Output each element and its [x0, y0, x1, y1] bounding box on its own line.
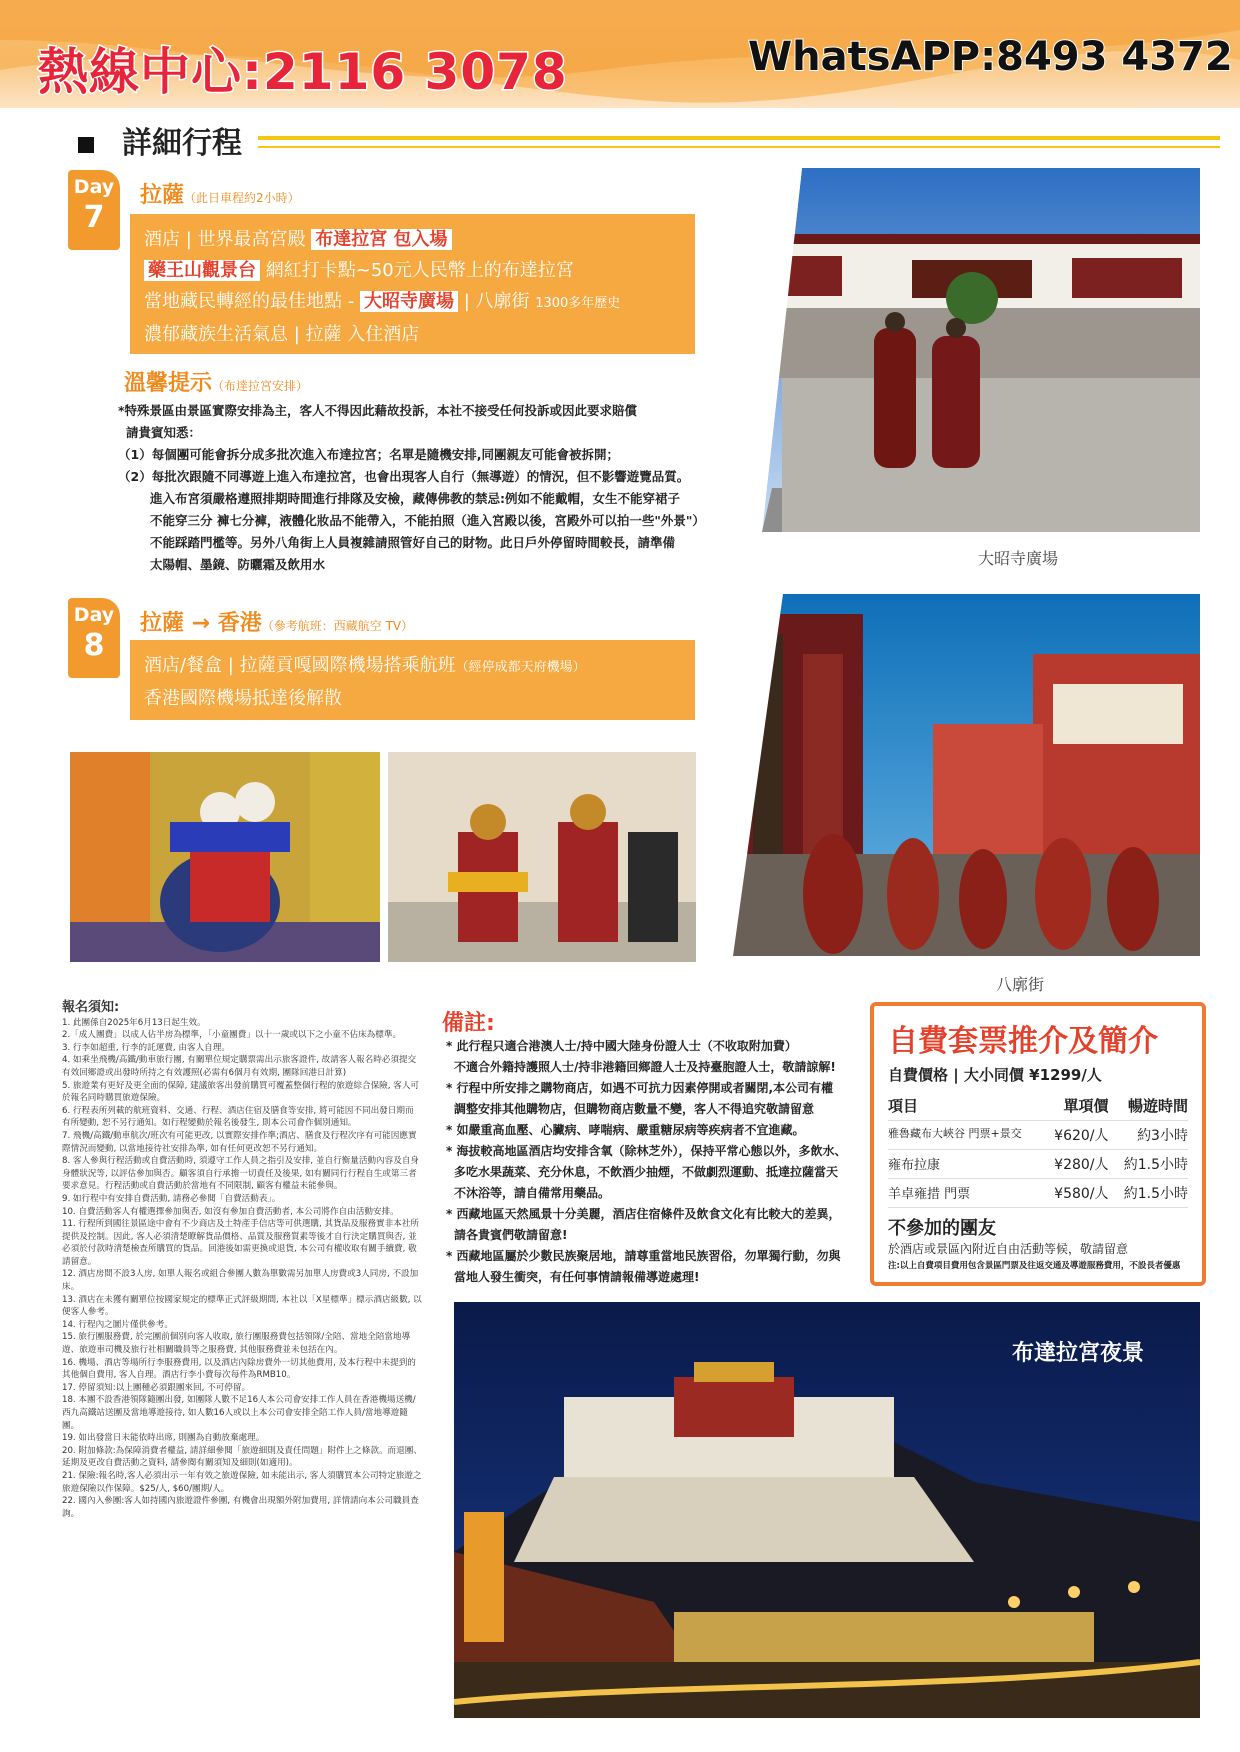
section-title-text: 詳細行程: [122, 126, 242, 161]
day8-line1-text: 酒店/餐盒 | 拉薩貢嘎國際機場搭乘航班: [144, 655, 456, 676]
day8-line1: [144, 650, 681, 683]
day7-line3-note: 1300多年歷史: [535, 296, 621, 311]
section-divider: [258, 136, 1220, 140]
note-item: 7. 飛機/高鐵/動車航次/班次有可能更改, 以實際安排作準;酒店、膳食及行程次序有可能因應實際情況而變動, 以當地接待社安排為準, 如有任何更改恕不另行通知。: [62, 1130, 417, 1154]
note-item: 1. 此團係自2025年6月13日起生效。: [62, 1017, 206, 1028]
barkhor-photo-caption: 八廓街: [996, 975, 1045, 994]
note-item: 9. 如行程中有安排自費活動, 請務必參閱「自費活動表」。: [62, 1193, 281, 1204]
note-item: 3. 行李如超重, 行李的託運費, 由客人自理。: [62, 1042, 230, 1053]
day7-title-text: 拉薩: [140, 183, 185, 208]
day8-line1-note: （經停成都天府機場）: [455, 660, 586, 675]
note-item: 11. 行程所到國往景區途中會有不少商店及土特產手信店等可供選購, 其貨品及服務實非本社所提供及控制。因此, 客人必須清楚瞭解貨品價格、品質及服務質素等後才自行決定購買與否, 並必須於付款時清楚檢查所購買的貨品。回港後如需更換或退貨, 本公司有權收取有關手續費, 敬請留意。: [62, 1219, 420, 1267]
package-row: [888, 1179, 1188, 1208]
package-row-price: ¥280/人: [1054, 1157, 1109, 1173]
day7-itinerary-box: [130, 214, 695, 354]
package-row: [888, 1121, 1188, 1150]
tip-line: 不能穿三分 褲七分褲，液體化妝品不能帶入，不能拍照（進入宮殿以後，宮殿外可以拍一些"外景"）: [150, 513, 705, 528]
self-paid-package-box: [870, 1002, 1206, 1286]
remark-line: 不適合外籍持護照人士/持非港籍回鄉證人士及持臺胞證人士，敬請諒解!: [454, 1060, 836, 1074]
note-item: 8. 客人參與行程活動或自費活動時, 須遵守工作人員之指引及安排, 並自行衡量活動內容及自身身體狀況等, 以評估參加與否。顧客須自行承擔一切責任及後果, 如有關同行行程自生或第三者要求意見。行程活動或自費活動於當地有不同限制, 顧客有權益未能參與。: [62, 1156, 420, 1192]
section-divider-thin: [258, 146, 1220, 148]
hotline-number: 熱線中心:2116 3078: [38, 43, 568, 101]
package-row-time: 約3小時: [1137, 1128, 1188, 1144]
remark-line: 不沐浴等，請自備常用藥品。: [454, 1186, 611, 1200]
note-item: 21. 保險:報名時,客人必須出示一年有效之旅遊保險, 如未能出示, 客人須購買本公司特定旅遊之旅遊保險以作保障。$25/人, $60/團期/人。: [62, 1470, 422, 1494]
remark-line: * 海拔較高地區酒店均安排含氧（除林芝外），保持平常心態以外，多飲水、: [446, 1144, 847, 1158]
note-item: 19. 如出發當日未能依時出席, 則團為自動放棄處理。: [62, 1433, 265, 1444]
mask-dance-photo-1: [70, 752, 380, 962]
note-item: 18. 本團不設香港領隊隨團出發, 如團隊人數不足16人本公司會安排工作人員在香港機場送機/西九高鐵站送團及當地導遊接待, 如人數16人或以上本公司會安排全陪工作人員/當地導遊隨團。: [62, 1395, 416, 1431]
day7-line2-text: 網紅打卡點~50元人民幣上的布達拉宮: [265, 260, 574, 281]
day7-line3-highlight: 大昭寺廣場: [360, 291, 458, 312]
tip-line: 請貴賓知悉：: [126, 425, 202, 440]
remarks-title: 備註:: [442, 1011, 495, 1036]
day7-line3-text: 當地藏民轉經的最佳地點 -: [144, 291, 355, 312]
package-row-price: ¥580/人: [1054, 1186, 1109, 1202]
col-price: 單項價: [1063, 1097, 1109, 1115]
remark-line: 多吃水果蔬菜、充分休息，不飲酒少抽煙，不做劇烈運動、抵達拉薩當天: [454, 1165, 839, 1179]
note-item: 20. 附加條款:為保障消費者權益, 請詳細參閱「旅遊細則及責任問題」附件上之條款。而退團、延期及更改自費活動之資料, 請參閱有關須知及細則(如適用)。: [62, 1445, 422, 1469]
package-footnote: 注:以上自費項目費用包含景區門票及往返交通及導遊服務費用，不設長者優惠: [888, 1261, 1181, 1271]
remark-line: * 行程中所安排之購物商店，如遇不可抗力因素停開或者關閉,本公司有權: [446, 1081, 834, 1095]
day7-line2: [144, 255, 681, 286]
tips-title: [124, 366, 308, 397]
note-item: 13. 酒店在未獲有關單位按國家規定的標準正式評級期間, 本社以「X星標準」標示酒店級數, 以便客人參考。: [62, 1294, 422, 1318]
day8-title-text: 拉薩 → 香港: [140, 611, 262, 636]
day7-line1-highlight: 布達拉宮 包入場: [311, 229, 451, 250]
day7-badge: [68, 170, 120, 250]
note-item: 17. 停留須知:以上團種必須跟團來回, 不可停留。: [62, 1382, 251, 1393]
package-row-item: 雅魯藏布大峽谷 門票+景交: [888, 1127, 1022, 1140]
package-row-time: 約1.5小時: [1123, 1186, 1188, 1202]
package-row: [888, 1150, 1188, 1179]
day7-line3: [144, 286, 681, 319]
remark-line: * 此行程只適合港澳人士/持中國大陸身份證人士（不收取附加費）: [446, 1039, 797, 1053]
day7-line3-post: | 八廓街: [463, 291, 530, 312]
note-item: 10. 自費活動客人有權選擇參加與否, 如沒有參加自費活動者, 本公司將作自由活動安排。: [62, 1206, 399, 1217]
package-row-time: 約1.5小時: [1123, 1157, 1188, 1173]
tip-line: 太陽帽、墨鏡、防曬霜及飲用水: [150, 557, 326, 572]
jokhang-photo-caption: 大昭寺廣場: [978, 549, 1059, 568]
remark-line: * 西藏地區天然風景十分美麗，酒店住宿條件及飲食文化有比較大的差異，: [446, 1207, 841, 1221]
tips-list: [118, 400, 758, 576]
day-label: Day: [73, 176, 115, 198]
day8-line2: 香港國際機場抵達後解散: [144, 688, 342, 709]
day7-line1-text: 酒店 | 世界最高宮殿: [144, 229, 306, 250]
mask-dance-photo-2: [388, 752, 696, 962]
note-item: 6. 行程表所列載的航班資料、交通、行程、酒店住宿及膳食等安排, 將可能因不同出發日期而有所變動, 恕不另行通知。如行程變動於報名後發生, 則本公司會作個別通知。: [62, 1105, 414, 1129]
registration-notes: [62, 1002, 422, 1520]
potala-night-caption: 布達拉宮夜景: [1012, 1341, 1145, 1366]
notes-title: 報名須知:: [62, 1000, 120, 1015]
day8-title: [140, 606, 413, 637]
day-number: 7: [83, 200, 105, 235]
tip-line: 進入布宮須嚴格遵照排期時間進行排隊及安檢，藏傳佛教的禁忌:例如不能戴帽，女生不能穿裙子: [150, 491, 681, 506]
remarks-list: [446, 1036, 866, 1288]
tips-title-note: （布達拉宮安排）: [212, 379, 309, 393]
note-item: 12. 酒店房間不設3人房, 如單人報名或組合參團人數為單數需另加單人房費或3人同房, 不設加床。: [62, 1269, 419, 1293]
tip-line: （2）每批次跟隨不同導遊上進入布達拉宮，也會出現客人自行（無導遊）的情況，但不影響遊覽品質。: [118, 469, 690, 484]
package-row-item: 羊卓雍措 門票: [888, 1187, 971, 1202]
tip-line: （1）每個團可能會拆分成多批次進入布達拉宮；名單是隨機安排,同團親友可能會被拆開；: [118, 447, 619, 462]
col-time: 暢遊時間: [1127, 1097, 1188, 1115]
day7-title: [140, 178, 300, 209]
remark-line: 請各貴賓們敬請留意!: [454, 1228, 568, 1242]
jokhang-square-photo: [762, 168, 1200, 532]
remark-line: 調整安排其他購物店，但購物商店數量不變，客人不得追究敬請留意: [454, 1102, 815, 1116]
barkhor-street-photo: [733, 594, 1200, 956]
section-title: [78, 118, 242, 162]
day7-line2-highlight: 藥王山觀景台: [144, 260, 260, 281]
package-row-price: ¥620/人: [1054, 1128, 1109, 1144]
day7-title-note: （此日車程約2小時）: [184, 191, 300, 205]
remark-line: 當地人發生衝突，有任何事情請報備導遊處理!: [454, 1270, 700, 1284]
note-item: 22. 國內入參團:客人如持國內旅遊證件參團, 有機會出現額外附加費用, 詳情請向本公司職員查詢。: [62, 1496, 419, 1519]
tips-title-text: 溫馨提示: [124, 371, 213, 396]
package-header-row: [888, 1091, 1188, 1121]
day8-badge: [68, 598, 120, 678]
package-price-label: 自費價格 | 大小同價 ¥1299/人: [888, 1066, 1102, 1084]
note-item: 15. 旅行團服務費, 於完團前個別向客人收取, 旅行團服務費包括領隊/全陪、當地全陪當地導遊、旅遊車司機及旅行社相關職員等之服務費, 其他服務費並未包括在內。: [62, 1332, 411, 1356]
note-item: 4. 如乘坐飛機/高鐵/動車旅行團, 有關單位規定購票需出示旅客證件, 故請客人報名時必須提交有效回鄉證或出發時所持之有效護照(必需有6個月有效期, 團隊回港日計算): [62, 1055, 417, 1078]
day-number: 8: [83, 628, 105, 663]
col-item: 項目: [888, 1097, 919, 1115]
no-participate-title: 不參加的團友: [888, 1218, 996, 1239]
note-item: 5. 旅遊業有更好及更全面的保障, 建議旅客出發前購買可覆蓋整個行程的旅遊綜合保險, 客人可於報名同時購買旅遊保險。: [62, 1080, 420, 1104]
note-item: 2.「成人團費」以成人佔半房為標準，「小童團費」以十一歲或以下之小童不佔床為標準。: [62, 1030, 402, 1041]
tip-line: 不能踩踏門檻等。另外八角街上人員複雜請照管好自己的財物。此日戶外停留時間較長，請準備: [150, 535, 676, 550]
square-bullet-icon: [78, 137, 94, 153]
no-participate-text: 於酒店或景區內附近自由活動等候，敬請留意: [888, 1242, 1129, 1256]
note-item: 14. 行程內之圖片僅供參考。: [62, 1319, 173, 1330]
remark-line: * 如嚴重高血壓、心臟病、哮喘病、嚴重糖尿病等疾病者不宜進藏。: [446, 1123, 805, 1137]
package-row-item: 雍布拉康: [888, 1158, 941, 1173]
day8-itinerary-box: [130, 640, 695, 720]
day8-title-note: （參考航班：西藏航空 TV）: [261, 619, 414, 633]
tip-line: *特殊景區由景區實際安排為主，客人不得因此藉故投訴，本社不接受任何投訴或因此要求賠償: [118, 403, 638, 418]
day-label: Day: [73, 604, 115, 626]
remark-line: * 西藏地區屬於少數民族聚居地，請尊重當地民族習俗，勿單獨行動，勿與: [446, 1249, 841, 1263]
whatsapp-number: WhatsAPP:8493 4372: [748, 34, 1233, 80]
day7-line1: [144, 224, 681, 255]
day7-line4: 濃郁藏族生活氣息 | 拉薩 入住酒店: [144, 324, 420, 345]
note-item: 16. 機場、酒店等場所行李服務費用, 以及酒店內除房費外一切其他費用, 及本行程中未提到的其他個自費用, 客人自理。酒店行李小費每次每件為RMB10。: [62, 1357, 416, 1381]
package-title: 自費套票推介及簡介: [888, 1024, 1158, 1059]
